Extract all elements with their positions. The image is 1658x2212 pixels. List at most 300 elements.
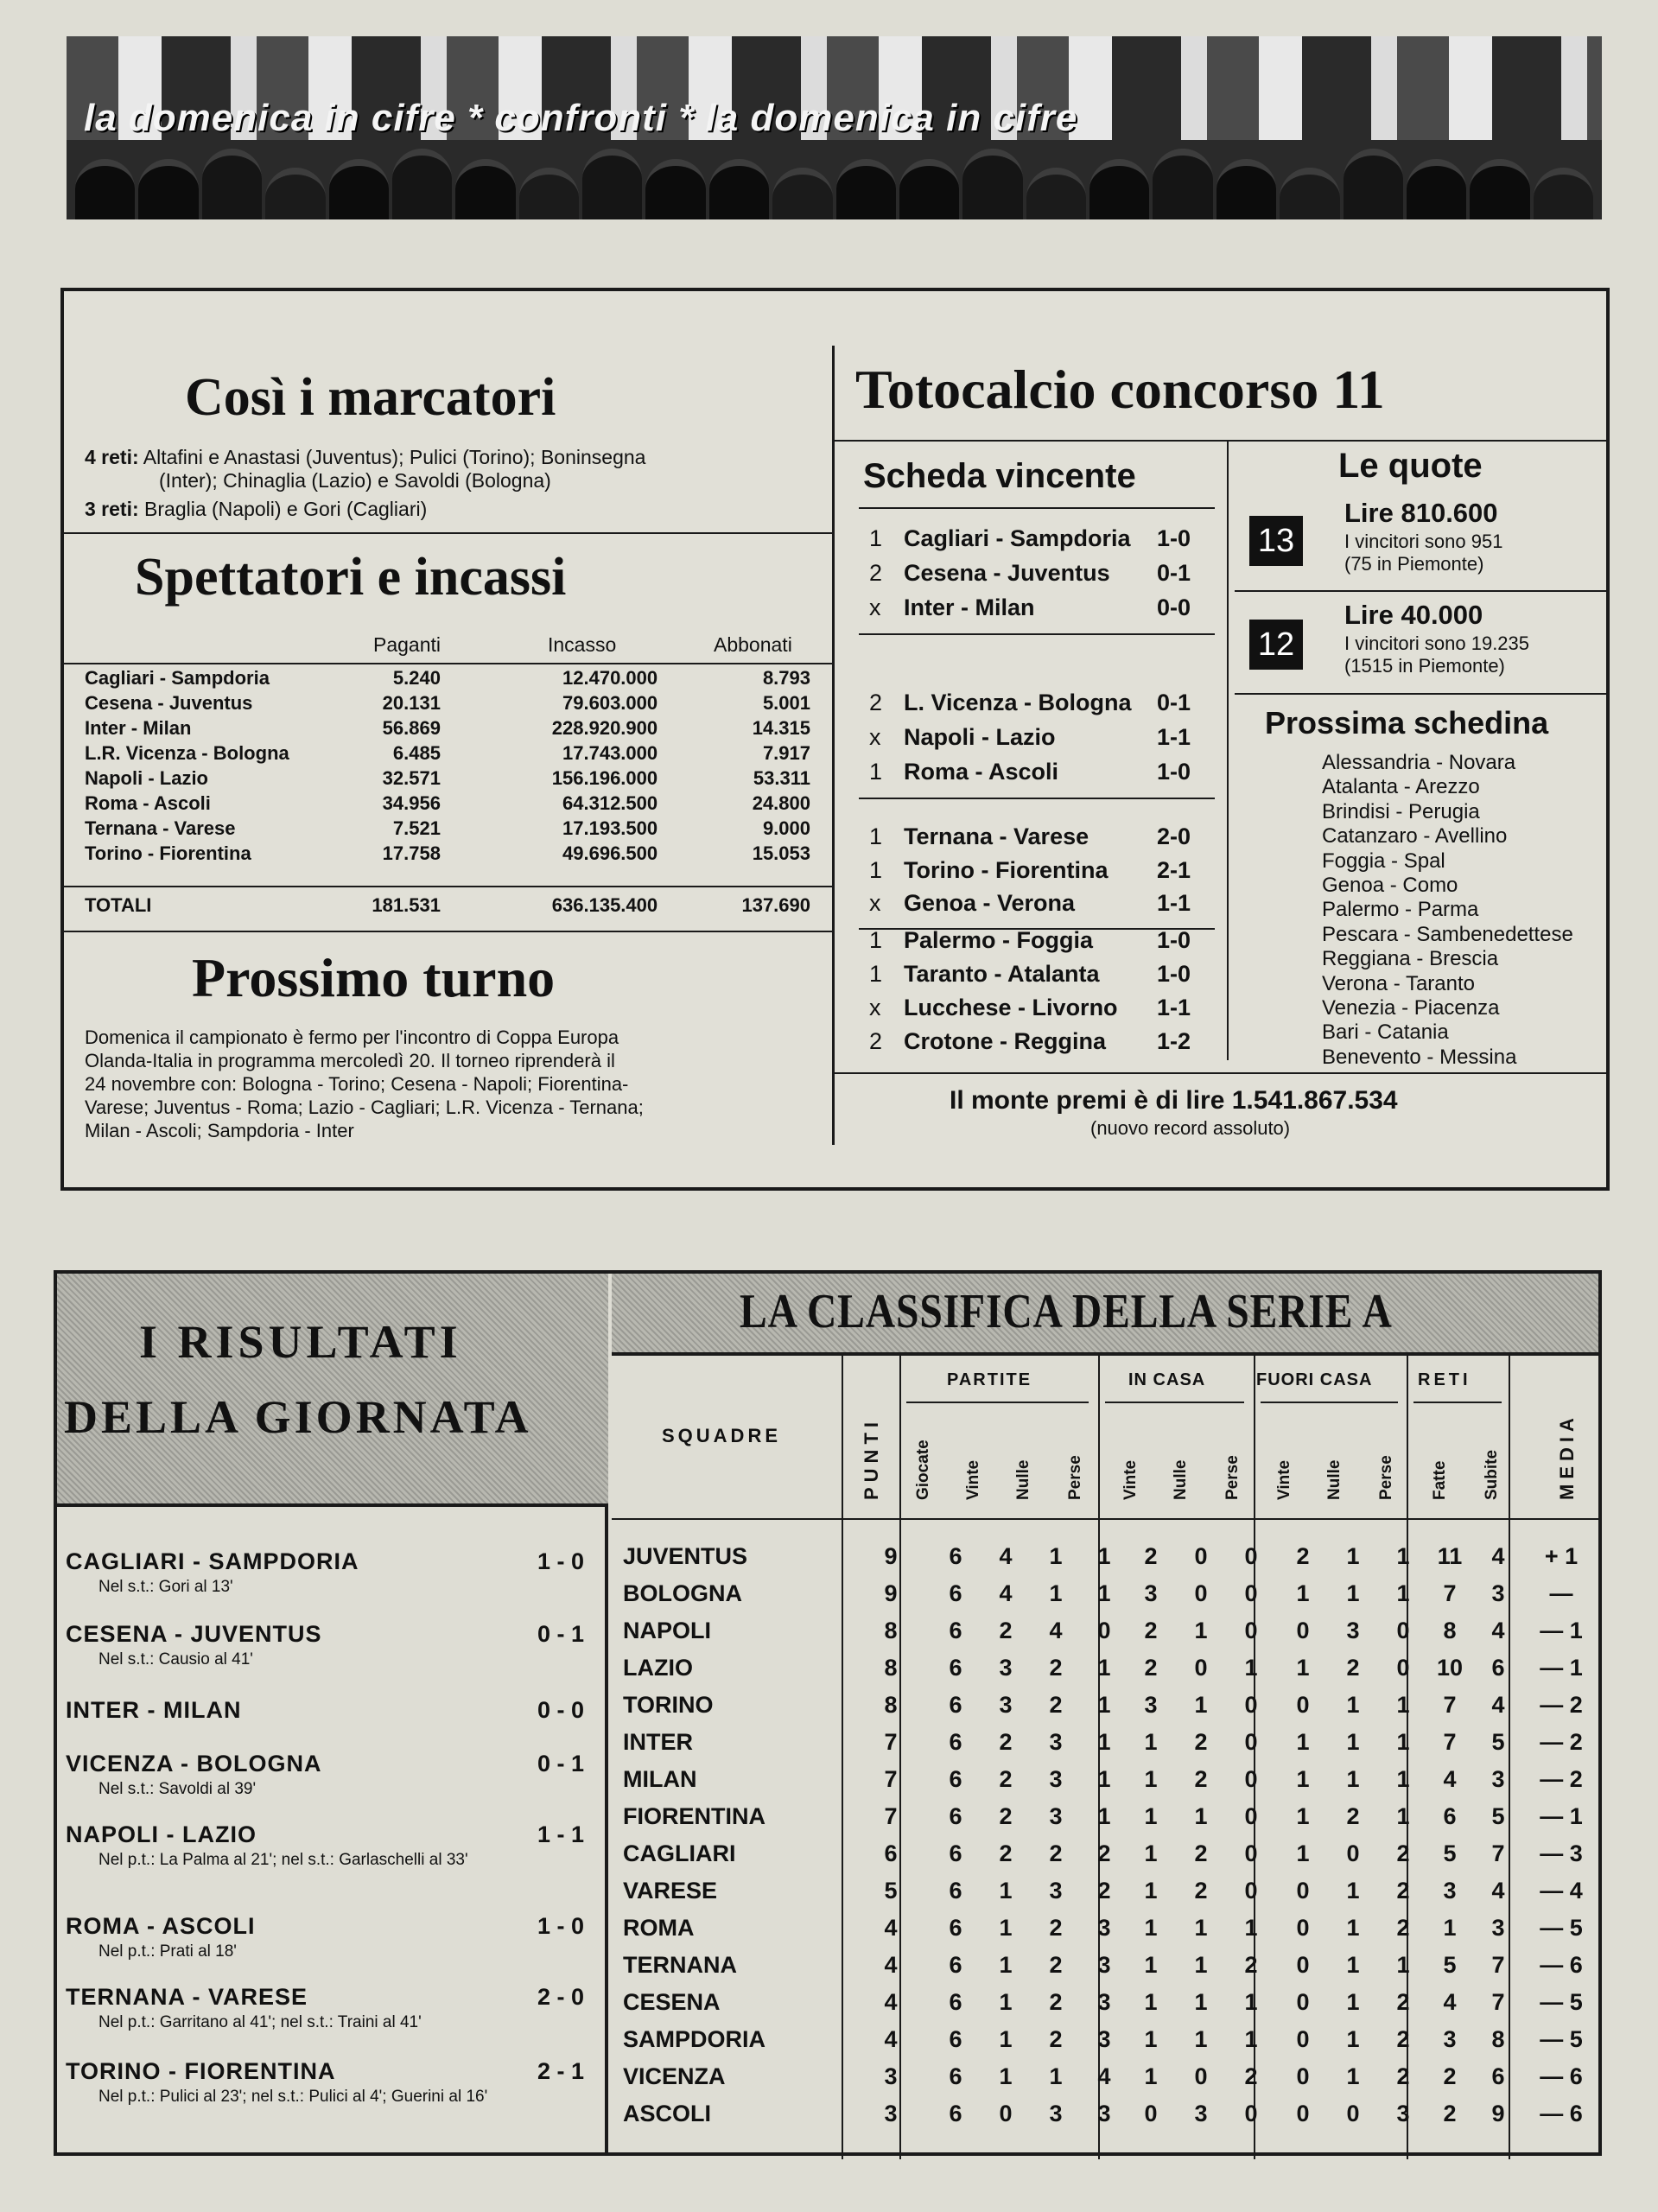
col-vinte: Vinte (1121, 1459, 1140, 1500)
standings-cell: 3 (1049, 1766, 1063, 1792)
standings-cell: 7 (1491, 1989, 1505, 2015)
standings-cell: 3 (1049, 1878, 1063, 1904)
standings-cell: 3 (1491, 1766, 1505, 1792)
standings-cell: 0 (1296, 1952, 1310, 1978)
standings-cell: 9 (1491, 2101, 1505, 2126)
standings-cell: 6 (1491, 1655, 1505, 1681)
standings-cell: 1 (1296, 1840, 1310, 1866)
standings-cell: 2 (999, 1803, 1013, 1829)
standings-cell: — 1 (1540, 1618, 1583, 1643)
prossimo-text: Domenica il campionato è fermo per l'incontro di Coppa Europa Olanda-Italia in programma mercoledì 20. Il torneo riprenderà il 24 novembre con: Bologna - Torino; Cesena - Napoli; Fiorentina- Varese; Juventus - Roma; Lazio - Cagliari; L.R. Vicenza - Ternana; Milan - Ascoli; Sampdoria - Inter (85, 1027, 644, 1141)
standings-cell: 1 (1144, 1915, 1158, 1941)
standings-cell: 6 (1491, 2063, 1505, 2089)
standings-cell: 0 (1244, 1878, 1258, 1904)
lower-section (54, 1270, 1602, 2156)
team-name: TORINO (623, 1692, 714, 1718)
standings-cell: 4 (999, 1580, 1013, 1606)
divider (1227, 442, 1229, 1060)
standings-cell: 2 (1396, 2063, 1410, 2089)
badge-12: 12 (1249, 620, 1303, 670)
standings-cell: — 2 (1540, 1729, 1583, 1755)
table-row: Roma - Ascoli 34.956 64.312.500 24.800 (85, 792, 810, 814)
standings-cell: 1 (1097, 1766, 1111, 1792)
standings-cell: 0 (1244, 1840, 1258, 1866)
spettatori-table (85, 665, 810, 866)
standings-cell: 3 (1491, 1580, 1505, 1606)
divider (1261, 1402, 1398, 1403)
standings-cell: 8 (884, 1692, 898, 1718)
team-name: INTER (623, 1729, 693, 1755)
standings-cell: 1 (1296, 1803, 1310, 1829)
standings-cell: 4 (884, 2026, 898, 2052)
standings-cell: 1 (1049, 2063, 1063, 2089)
standings-cell: 10 (1436, 1655, 1464, 1681)
quote-title: Le quote (1338, 447, 1483, 485)
header-banner-photo (67, 36, 1602, 219)
standings-cell: 7 (1491, 1952, 1505, 1978)
standings-cell: 2 (1144, 1618, 1158, 1643)
standings-cell: 1 (1346, 2063, 1360, 2089)
column-divider (832, 346, 835, 1145)
col-giocate: Giocate (914, 1440, 932, 1500)
group-partite: PARTITE (947, 1370, 1032, 1389)
standings-cell: 1 (1097, 1580, 1111, 1606)
standings-cell: 2 (1097, 1878, 1111, 1904)
standings-cell: 8 (884, 1618, 898, 1643)
team-name: FIORENTINA (623, 1803, 765, 1829)
standings-cell: + 1 (1544, 1543, 1579, 1569)
stats-box: Così i marcatori 4 reti: Altafini e Anastasi (Juventus); Pulici (Torino); Boninsegna (Inter); Chinaglia (Lazio) e Savoldi (Bologna) 3 reti: Braglia (Napoli) e Gori (Cagliari) Spettatori e incassi Paganti Incasso Abbonati Cagliari - Sampdoria 5.240 12.470.000 8.793 Cesena - Juventus 20.131 79.603.000 5.001 Inter - Milan 56.869 228.920.900 14.315 L.R. Vicenza - Bologna 6.485 17.743.000 7.917 Napoli - Lazio 32.571 156.196.000 53.311 Roma - Ascoli 34.956 64.312.500 24.800 Ternana - Varese 7.521 17.193.500 9.000 Torino - Fiorentina 17.758 49.696.500 15.053 TOTALI 181.531 636.135.400 137.690 Prossimo turno Domenica il campionato è fermo per l'incontro di Coppa Europa Olanda-Italia in programma mercoledì 20. Il torneo riprenderà il 24 novembre con: Bologna - Torino; Cesena - Napoli; Fiorentina- Varese; Juventus - Roma; Lazio - Cagliari; L.R. Vicenza - Ternana; Milan - Ascoli; Sampdoria - Inter Totocalcio concorso 11 Scheda vincente 1 Cagliari - Sampdoria 1-0 2 Cesena - Juventus 0-1 x Inter - Milan 0-0 2 L. Vicenza - Bologna 0-1 x Napoli - Lazio 1-1 1 Roma - Ascoli 1-0 1 Ternana - Varese 2-0 1 Torino - Fiorentina 2-1 x Genoa - Verona 1-1 1 Palermo - Foggia 1-0 1 Taranto - Atalanta 1-0 x Lucchese - Livorno 1-1 2 Crotone - Reggina 1-2 Le quote 13 Lire 810.600 I vincitori sono 951 (75 in Piemonte) 12 Lire 40.000 I vincitori sono 19.235 (1515 in Piemonte) Prossima schedina Alessandria - Novara Atalanta - Arezzo Brindisi - Perugia Catanzaro - Avellino Foggia - Spal Genoa - Como Palermo - Parma Pescara - Sambenedettese Reggiana - Brescia Verona - Taranto Venezia - Piacenza Bari - Catania Benevento - Messina Il monte premi è di lire 1.541.867.534 (nuovo record assoluto) (60, 288, 1610, 1191)
standings-cell: 1 (1346, 1878, 1360, 1904)
standings-cell: 3 (1396, 2101, 1410, 2126)
standings-cell: 1 (1097, 1803, 1111, 1829)
group-incasa: IN CASA (1128, 1370, 1206, 1389)
standings-cell: 1 (1097, 1729, 1111, 1755)
standings-cell: 1 (1144, 1952, 1158, 1978)
standings-cell: 0 (1296, 2063, 1310, 2089)
standings-cell: 3 (1097, 2101, 1111, 2126)
standings-cell: 4 (1491, 1543, 1505, 1569)
q13-winners: I vincitori sono 951 (1344, 531, 1503, 552)
col-nulle: Nulle (1172, 1459, 1190, 1500)
standings-cell: 6 (949, 1655, 962, 1681)
standings-cell: 3 (1144, 1692, 1158, 1718)
standings-cell: 3 (884, 2063, 898, 2089)
standings-cell: 9 (884, 1580, 898, 1606)
standings-column (988, 1538, 1023, 2133)
col-vinte: Vinte (1275, 1459, 1293, 1500)
group-reti: RETI (1418, 1370, 1471, 1389)
standings-cell: — 5 (1540, 1915, 1583, 1941)
standings-cell: 6 (949, 1878, 962, 1904)
standings-column (1386, 1538, 1420, 2133)
standings-cell: 7 (1443, 1580, 1457, 1606)
standings-cell: — 1 (1540, 1803, 1583, 1829)
standings-cell: 3 (1097, 2026, 1111, 2052)
col-fatte: Fatte (1431, 1460, 1449, 1500)
standings-cell: 1 (999, 1989, 1013, 2015)
banner-text: la domenica in cifre * confronti * la domenica in cifre (84, 97, 1078, 139)
q13-amount: Lire 810.600 (1344, 498, 1498, 528)
col-media: MEDIA (1556, 1413, 1578, 1500)
divider (64, 886, 833, 887)
standings-cell: 0 (1244, 1692, 1258, 1718)
standings-cell: 1 (1194, 1803, 1208, 1829)
standings-cell: 2 (1144, 1655, 1158, 1681)
standings-cell: 1 (1296, 1729, 1310, 1755)
col-incasso: Incasso (548, 633, 617, 656)
standings-cell: 2 (999, 1840, 1013, 1866)
team-name: CAGLIARI (623, 1840, 736, 1866)
standings-cell: — 2 (1540, 1766, 1583, 1792)
standings-cell: 2 (1194, 1840, 1208, 1866)
team-name: NAPOLI (623, 1618, 712, 1643)
standings-cell: 6 (949, 1580, 962, 1606)
standings-column (1039, 1538, 1073, 2133)
standings-cell: 0 (1244, 1766, 1258, 1792)
standings-cell: 0 (1144, 2101, 1158, 2126)
standings-cell: 4 (884, 1952, 898, 1978)
standings-cell: 4 (1491, 1878, 1505, 1904)
standings-cell: 3 (1491, 1915, 1505, 1941)
standings-cell: 3 (1049, 1729, 1063, 1755)
prossimo-title: Prossimo turno (192, 947, 556, 1008)
standings-cell: 3 (1346, 1618, 1360, 1643)
team-name: MILAN (623, 1766, 697, 1792)
standings-cell: 7 (884, 1729, 898, 1755)
divider (906, 1402, 1089, 1403)
divider (612, 1518, 1598, 1520)
standings-cell: 6 (949, 1840, 962, 1866)
standings-cell: 1 (1144, 2026, 1158, 2052)
risultati-title-1: I RISULTATI (139, 1316, 462, 1368)
standings-cell: — 5 (1540, 1989, 1583, 2015)
standings-cell: 6 (1443, 1803, 1457, 1829)
standings-cell: 6 (949, 1692, 962, 1718)
standings-cell: 0 (1296, 2026, 1310, 2052)
col-subite: Subite (1483, 1449, 1501, 1500)
standings-cell: 0 (1346, 2101, 1360, 2126)
standings-cell: 2 (1194, 1878, 1208, 1904)
standings-column (1336, 1538, 1370, 2133)
totali-row: TOTALI 181.531 636.135.400 137.690 (85, 894, 810, 916)
standings-cell: 1 (1346, 1952, 1360, 1978)
standings-cell: 1 (999, 1952, 1013, 1978)
standings-cell: 6 (949, 2026, 962, 2052)
divider (859, 798, 1215, 799)
team-list (623, 1538, 765, 2133)
standings-column (1184, 1538, 1218, 2133)
standings-cell: 1 (1144, 2063, 1158, 2089)
marcatori-line-1: 4 reti: Altafini e Anastasi (Juventus); Pulici (Torino); Boninsegna (85, 446, 646, 468)
standings-cell: 1 (1346, 1989, 1360, 2015)
standings-cell: 4 (1443, 1766, 1457, 1792)
standings-cell: 5 (1443, 1952, 1457, 1978)
standings-cell: 1 (999, 1878, 1013, 1904)
standings-cell: 2 (1396, 1915, 1410, 1941)
standings-cell: — 5 (1540, 2026, 1583, 2052)
q13-region: (75 in Piemonte) (1344, 553, 1484, 575)
standings-cell: 1 (1346, 1729, 1360, 1755)
divider (64, 532, 833, 534)
standings-cell: 1 (1396, 1803, 1410, 1829)
team-name: VARESE (623, 1878, 718, 1904)
standings-cell: 6 (949, 1729, 962, 1755)
standings-cell: 1 (1396, 1729, 1410, 1755)
monte-premi: Il monte premi è di lire 1.541.867.534 (950, 1086, 1398, 1115)
standings-cell: 4 (1491, 1692, 1505, 1718)
team-name: ROMA (623, 1915, 695, 1941)
standings-cell: 1 (1396, 1766, 1410, 1792)
standings-cell: 0 (1396, 1655, 1410, 1681)
standings-cell: 6 (949, 1766, 962, 1792)
col-nulle: Nulle (1014, 1459, 1032, 1500)
prossima-list: Alessandria - Novara Atalanta - Arezzo Brindisi - Perugia Catanzaro - Avellino Foggia - Spal Genoa - Como Palermo - Parma Pescara - Sambenedettese Reggiana - Brescia Verona - Taranto Venezia - Piacenza Bari - Catania Benevento - Messina (1322, 751, 1573, 1069)
standings-cell: 3 (999, 1692, 1013, 1718)
standings-cell: 2 (1244, 1952, 1258, 1978)
standings-cell: 11 (1437, 1543, 1463, 1569)
standings-cell: 1 (1346, 1580, 1360, 1606)
risultati-panel: I RISULTATI DELLA GIORNATA CAGLIARI - SAMPDORIA 1 - 0 Nel s.t.: Gori al 13' CESENA - JUVENTUS 0 - 1 Nel s.t.: Causio al 41' INTER - MILAN 0 - 0 VICENZA - BOLOGNA 0 - 1 Nel s.t.: Savoldi al 39' NAPOLI - LAZIO 1 - 1 Nel p.t.: La Palma al 21'; nel s.t.: Garlaschelli al 33' ROMA - ASCOLI 1 - 0 Nel p.t.: Prati al 18' TERNANA - VARESE 2 - 0 Nel p.t.: Garritano al 41'; nel s.t.: Traini al 41' TORINO - FIORENTINA 2 - 1 Nel p.t.: Pulici al 23'; nel s.t.: Pulici al 4'; Guerini al 16' (57, 1274, 608, 2152)
standings-cell: 1 (1346, 1766, 1360, 1792)
standings-cell: 1 (1296, 1655, 1310, 1681)
standings-cell: 0 (1244, 1580, 1258, 1606)
standings-cell: 1 (1194, 1618, 1208, 1643)
standings-cell: 2 (1049, 1692, 1063, 1718)
standings-cell: 2 (1049, 2026, 1063, 2052)
standings-cell: 0 (1296, 2101, 1310, 2126)
standings-cell: 0 (1244, 1803, 1258, 1829)
standings-cell: 3 (1443, 1878, 1457, 1904)
standings-cell: 3 (1443, 2026, 1457, 2052)
q12-amount: Lire 40.000 (1344, 600, 1483, 630)
standings-cell: 1 (1346, 1543, 1360, 1569)
standings-cell: — (1549, 1580, 1573, 1606)
col-vinte: Vinte (964, 1459, 982, 1500)
totocalcio-title: Totocalcio concorso 11 (855, 359, 1385, 420)
team-name: LAZIO (623, 1655, 693, 1681)
standings-cell: 3 (1194, 2101, 1208, 2126)
standings-cell: 3 (884, 2101, 898, 2126)
standings-cell: 7 (1491, 1840, 1505, 1866)
standings-cell: 2 (1244, 2063, 1258, 2089)
standings-cell: 0 (1296, 1989, 1310, 2015)
standings-cell: 0 (1296, 1692, 1310, 1718)
standings-cell: 2 (999, 1766, 1013, 1792)
record-note: (nuovo record assoluto) (1090, 1117, 1291, 1139)
col-squadre: SQUADRE (662, 1425, 782, 1446)
standings-cell: 1 (1244, 1655, 1258, 1681)
col-perse: Perse (1223, 1455, 1242, 1500)
standings-cell: 1 (1194, 1692, 1208, 1718)
col-paganti: Paganti (373, 633, 441, 656)
standings-column (1134, 1538, 1168, 2133)
standings-cell: 5 (1443, 1840, 1457, 1866)
badge-13: 13 (1249, 516, 1303, 566)
standings-cell: 0 (1194, 1543, 1208, 1569)
standings-cell: 1 (1144, 1878, 1158, 1904)
standings-cell: 8 (1491, 2026, 1505, 2052)
standings-cell: 2 (1396, 2026, 1410, 2052)
standings-cell: 0 (1244, 2101, 1258, 2126)
standings-cell: 1 (1194, 1989, 1208, 2015)
team-name: JUVENTUS (623, 1543, 748, 1569)
standings-cell: — 6 (1540, 2063, 1583, 2089)
standings-column (873, 1538, 908, 2133)
marcatori-line-1-cont: (Inter); Chinaglia (Lazio) e Savoldi (Bologna) (159, 469, 551, 492)
standings-cell: 0 (1346, 1840, 1360, 1866)
standings-cell: 2 (1097, 1840, 1111, 1866)
standings-cell: 6 (949, 1915, 962, 1941)
standings-cell: 2 (1396, 1878, 1410, 1904)
standings-cell: 1 (1396, 1952, 1410, 1978)
standings-column (1530, 1538, 1592, 2133)
standings-cell: 0 (1244, 1729, 1258, 1755)
standings-cell: 4 (884, 1915, 898, 1941)
standings-cell: 3 (999, 1655, 1013, 1681)
standings-cell: 1 (1396, 1543, 1410, 1569)
standings-cell: 1 (1244, 1989, 1258, 2015)
standings-cell: — 3 (1540, 1840, 1583, 1866)
standings-cell: 1 (1244, 1915, 1258, 1941)
standings-cell: 1 (1144, 1729, 1158, 1755)
standings-cell: 1 (1346, 1915, 1360, 1941)
table-row: Torino - Fiorentina 17.758 49.696.500 15.053 (85, 842, 810, 864)
standings-cell: 1 (1346, 1692, 1360, 1718)
standings-cell: 2 (1049, 1840, 1063, 1866)
divider (835, 440, 1610, 442)
col-perse: Perse (1066, 1455, 1084, 1500)
standings-column (1286, 1538, 1320, 2133)
col-perse: Perse (1377, 1455, 1395, 1500)
standings-cell: 1 (1144, 1766, 1158, 1792)
standings-cell: 2 (1443, 2101, 1457, 2126)
standings-cell: — 6 (1540, 1952, 1583, 1978)
standings-cell: 2 (999, 1729, 1013, 1755)
standings-cell: 3 (1049, 1803, 1063, 1829)
standings-cell: 1 (999, 2063, 1013, 2089)
standings-cell: 4 (1097, 2063, 1111, 2089)
standings-cell: 1 (1097, 1692, 1111, 1718)
standings-cell: 4 (884, 1989, 898, 2015)
divider (842, 1356, 843, 2159)
standings-cell: 0 (1296, 1878, 1310, 1904)
standings-cell: 1 (1144, 1803, 1158, 1829)
divider (64, 931, 833, 932)
standings-cell: 1 (999, 2026, 1013, 2052)
standings-cell: 5 (1491, 1729, 1505, 1755)
standings-cell: 0 (1244, 1618, 1258, 1643)
standings-cell: 1 (1097, 1543, 1111, 1569)
standings-cell: 2 (1049, 1989, 1063, 2015)
standings-cell: 1 (1049, 1543, 1063, 1569)
standings-cell: 1 (1443, 1915, 1457, 1941)
standings-cell: 6 (949, 1803, 962, 1829)
marcatori-title: Così i marcatori (185, 368, 556, 427)
team-name: CESENA (623, 1989, 721, 2015)
standings-cell: 3 (1097, 1952, 1111, 1978)
classifica-title: LA CLASSIFICA DELLA SERIE A (740, 1285, 1393, 1338)
standings-cell: — 1 (1540, 1655, 1583, 1681)
standings-cell: 0 (1194, 1655, 1208, 1681)
standings-cell: 0 (1396, 1618, 1410, 1643)
standings-cell: 1 (1296, 1766, 1310, 1792)
standings-cell: 3 (1097, 1915, 1111, 1941)
col-nulle: Nulle (1325, 1459, 1344, 1500)
standings-column (1087, 1538, 1121, 2133)
standings-cell: 2 (1049, 1655, 1063, 1681)
standings-cell: 2 (1443, 2063, 1457, 2089)
standings-cell: 0 (1194, 1580, 1208, 1606)
divider (859, 507, 1215, 509)
table-row: Cagliari - Sampdoria 5.240 12.470.000 8.793 (85, 667, 810, 689)
standings-cell: 2 (1194, 1766, 1208, 1792)
standings-cell: 1 (1144, 1989, 1158, 2015)
risultati-title-2: DELLA GIORNATA (64, 1391, 532, 1443)
standings-column (1234, 1538, 1268, 2133)
standings-cell: 7 (884, 1766, 898, 1792)
table-row: Napoli - Lazio 32.571 156.196.000 53.311 (85, 767, 810, 789)
team-name: BOLOGNA (623, 1580, 742, 1606)
standings-cell: 1 (1244, 2026, 1258, 2052)
standings-cell: 8 (884, 1655, 898, 1681)
standings-cell: — 4 (1540, 1878, 1583, 1904)
standings-cell: 7 (1443, 1692, 1457, 1718)
standings-cell: 3 (1049, 2101, 1063, 2126)
team-name: TERNANA (623, 1952, 737, 1978)
standings-cell: 1 (1049, 1580, 1063, 1606)
standings-cell: 2 (999, 1618, 1013, 1643)
standings-cell: — 2 (1540, 1692, 1583, 1718)
standings-cell: 0 (1194, 2063, 1208, 2089)
group-fuori: FUORI CASA (1256, 1370, 1373, 1389)
q12-winners: I vincitori sono 19.235 (1344, 632, 1530, 654)
standings-cell: 2 (1396, 1840, 1410, 1866)
standings-cell: 6 (884, 1840, 898, 1866)
standings-cell: 4 (1443, 1989, 1457, 2015)
table-row: Ternana - Varese 7.521 17.193.500 9.000 (85, 817, 810, 839)
table-row: L.R. Vicenza - Bologna 6.485 17.743.000 7.917 (85, 742, 810, 764)
spettatori-title: Spettatori e incassi (135, 548, 567, 607)
standings-column (1431, 1538, 1469, 2133)
standings-cell: 1 (1144, 1840, 1158, 1866)
divider (835, 1072, 1610, 1074)
banner-crowd (67, 142, 1602, 219)
standings-cell: 2 (1049, 1915, 1063, 1941)
standings-cell: 2 (1194, 1729, 1208, 1755)
classifica-header (612, 1274, 1598, 1356)
standings-cell: 9 (884, 1543, 898, 1569)
standings-cell: 5 (884, 1878, 898, 1904)
standings-cell: 7 (884, 1803, 898, 1829)
standings-cell: 5 (1491, 1803, 1505, 1829)
table-row: Inter - Milan 56.869 228.920.900 14.315 (85, 717, 810, 739)
standings-cell: 7 (1443, 1729, 1457, 1755)
standings-cell: 1 (1194, 1915, 1208, 1941)
risultati-header (57, 1274, 608, 1507)
col-punti: PUNTI (861, 1417, 882, 1500)
standings-cell: 3 (1144, 1580, 1158, 1606)
marcatori-line-2: 3 reti: Braglia (Napoli) e Gori (Cagliari) (85, 498, 428, 520)
standings-cell: 2 (1049, 1952, 1063, 1978)
col-abbonati: Abbonati (714, 633, 792, 656)
standings-column (1481, 1538, 1515, 2133)
standings-cell: 2 (1296, 1543, 1310, 1569)
standings-cell: 1 (1296, 1580, 1310, 1606)
standings-cell: 6 (949, 2101, 962, 2126)
divider (1235, 590, 1610, 592)
standings-cell: 0 (1296, 1618, 1310, 1643)
